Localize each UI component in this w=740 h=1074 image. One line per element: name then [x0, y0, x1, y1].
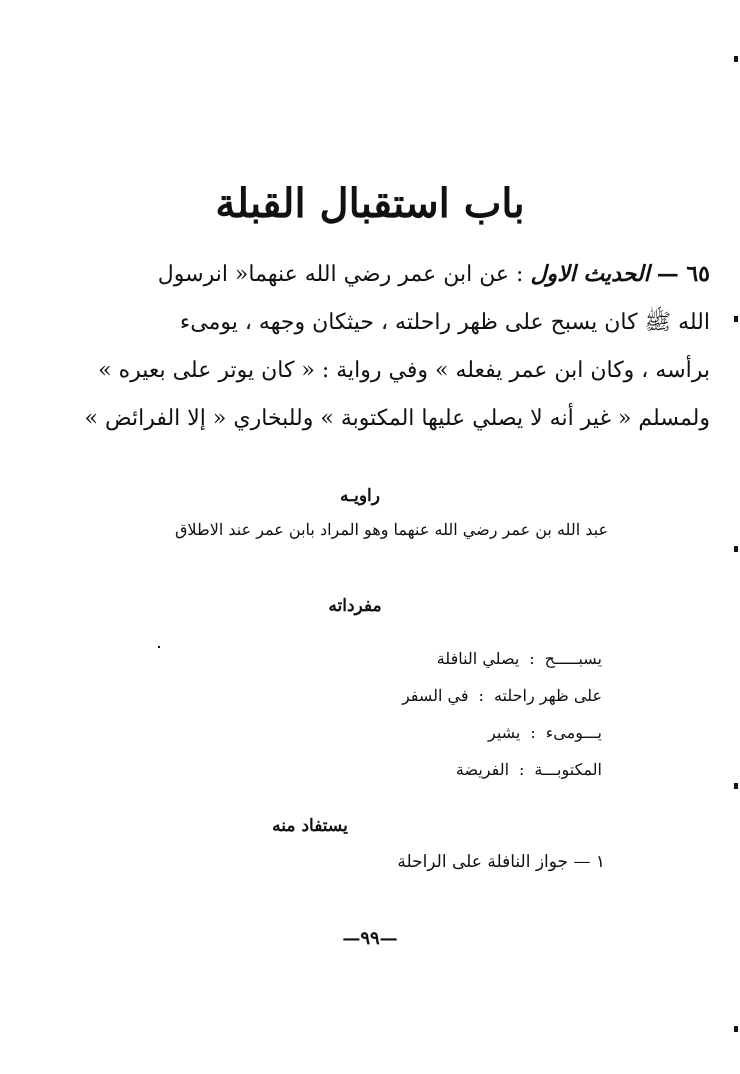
vocabulary-item	[342, 714, 602, 751]
vocab-separator: :	[530, 723, 536, 742]
vocab-separator: :	[478, 686, 484, 705]
hadith-number: ٦٥ —	[656, 261, 710, 287]
vocab-definition: في السفر	[401, 686, 469, 705]
vocabulary-item	[342, 751, 602, 788]
vocabulary-heading: مفرداته	[328, 596, 382, 616]
vocab-separator: :	[529, 649, 535, 668]
vocabulary-item	[342, 677, 602, 714]
vocab-term: على ظهر راحلته	[493, 686, 602, 705]
hadith-text	[84, 250, 710, 443]
benefit-text: جواز النافلة على الراحلة	[397, 852, 569, 872]
hadith-line-2: الله ﷺ كان يسبح على ظهر راحلته ، حيثكان وجهه ، يومىء	[179, 310, 710, 335]
scan-mark	[734, 316, 738, 322]
benefits-heading: يستفاد منه	[272, 816, 348, 836]
scan-speck	[158, 646, 160, 648]
vocab-separator: :	[519, 760, 525, 779]
chapter-title: باب استقبال القبلة	[215, 180, 525, 227]
vocab-definition: يشير	[488, 723, 521, 742]
narrator-text: عبد الله بن عمر رضي الله عنهما وهو المراد بابن عمر عند الاطلاق	[175, 520, 608, 539]
vocabulary-list	[342, 640, 602, 788]
scan-mark	[734, 1026, 738, 1032]
vocab-definition: يصلي النافلة	[436, 649, 520, 668]
benefit-number: ١ —	[573, 852, 605, 872]
hadith-line	[125, 250, 710, 299]
hadith-line-4: ولمسلم « غير أنه لا يصلي عليها المكتوبة » وللبخاري « إلا الفرائض »	[84, 406, 710, 431]
hadith-line-1: : عن ابن عمر رضي الله عنهما« انرسول	[157, 262, 524, 287]
scan-mark	[734, 56, 738, 62]
benefit-item	[397, 852, 605, 872]
page-number: —٩٩—	[342, 928, 398, 949]
vocab-definition: الفريضة	[455, 760, 510, 779]
scan-mark	[734, 546, 738, 552]
vocab-term: يسبـــــح	[544, 649, 602, 668]
narrator-heading: راويـه	[340, 486, 380, 506]
hadith-line-3: برأسه ، وكان ابن عمر يفعله » وفي رواية : « كان يوتر على بعيره »	[98, 358, 710, 383]
vocabulary-item	[342, 640, 602, 677]
vocab-term: المكتوبـــة	[534, 760, 602, 779]
hadith-label: الحديث الاول	[530, 261, 650, 287]
scan-mark	[734, 783, 738, 789]
vocab-term: يـــومىء	[545, 723, 602, 742]
